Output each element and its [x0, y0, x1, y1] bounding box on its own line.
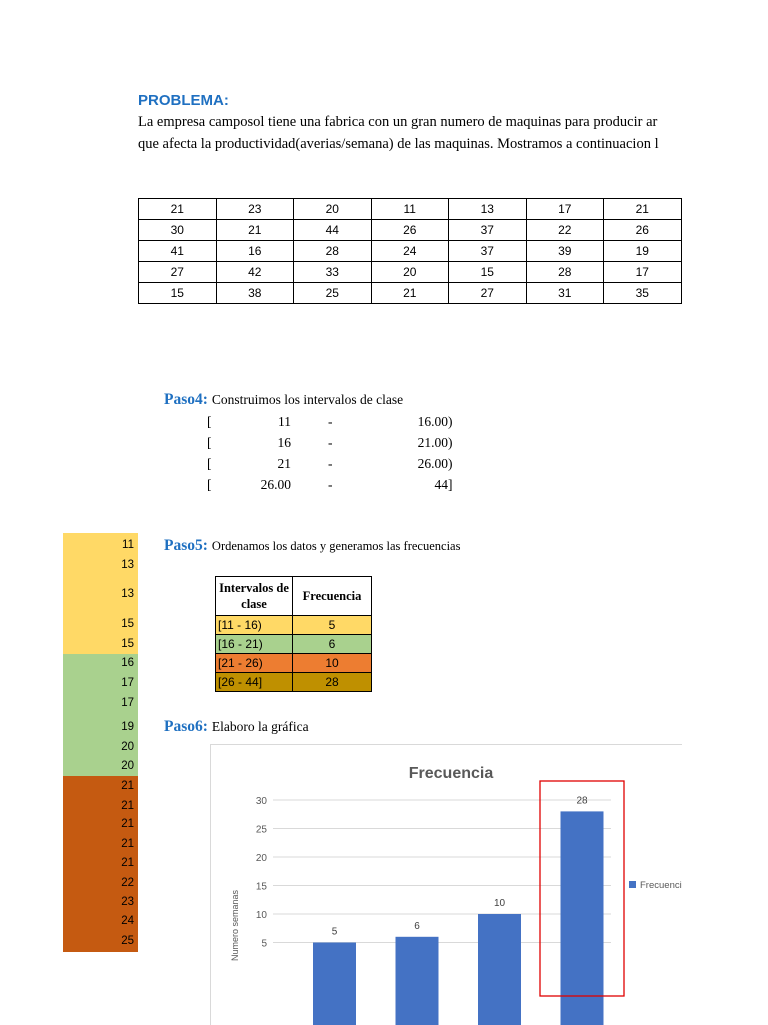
table-cell: 44 [294, 220, 372, 241]
table-cell: 26 [604, 220, 682, 241]
table-row [139, 283, 682, 304]
sorted-value: 25 [94, 935, 134, 947]
interval-dash: - [328, 477, 338, 493]
table-row [139, 241, 682, 262]
interval-open-bracket: [ [207, 435, 217, 451]
interval-high: 44 [380, 477, 448, 493]
interval-low: 16 [240, 435, 291, 451]
paso6-text: Elaboro la gráfica [212, 719, 309, 734]
table-cell: 13 [449, 199, 527, 220]
sorted-value: 13 [94, 559, 134, 571]
problem-heading: PROBLEMA: [138, 92, 229, 109]
frequency-row [216, 616, 372, 635]
header-intervals: Intervalos de clase [216, 577, 293, 616]
interval-cell: [11 - 16) [216, 616, 293, 635]
sorted-value: 21 [94, 838, 134, 850]
legend-swatch [629, 881, 636, 888]
header-frecuencia: Frecuencia [293, 577, 372, 616]
table-cell: 17 [604, 262, 682, 283]
table-cell: 37 [449, 241, 527, 262]
table-cell: 20 [294, 199, 372, 220]
interval-cell: [21 - 26) [216, 654, 293, 673]
bar-data-label: 5 [332, 927, 338, 938]
interval-dash: - [328, 435, 338, 451]
table-cell: 19 [604, 241, 682, 262]
sorted-value: 21 [94, 800, 134, 812]
sorted-value: 23 [94, 896, 134, 908]
table-cell: 37 [449, 220, 527, 241]
table-cell: 30 [139, 220, 217, 241]
bar-data-label: 6 [414, 921, 420, 932]
table-cell: 39 [526, 241, 604, 262]
y-tick-label: 10 [256, 910, 268, 921]
table-cell: 35 [604, 283, 682, 304]
chart-title: Frecuencia [409, 765, 494, 782]
frequency-cell: 10 [293, 654, 372, 673]
frequency-cell: 5 [293, 616, 372, 635]
interval-cell: [16 - 21) [216, 635, 293, 654]
y-tick-label: 5 [261, 939, 267, 950]
bar-data-label: 10 [494, 898, 506, 909]
sorted-value: 21 [94, 818, 134, 830]
interval-open-bracket: [ [207, 477, 217, 493]
frequency-row [216, 673, 372, 692]
paso4-text: Construimos los intervalos de clase [212, 392, 403, 407]
interval-low: 26.00 [240, 477, 291, 493]
problem-text-line2: que afecta la productividad(averias/semana) de las maquinas. Mostramos a continuacion l [138, 136, 681, 153]
interval-close-bracket: ] [448, 477, 458, 493]
table-cell: 33 [294, 262, 372, 283]
interval-cell: [26 - 44] [216, 673, 293, 692]
y-tick-label: 15 [256, 882, 268, 893]
chart-bar [478, 914, 521, 1025]
chart-bar [313, 943, 356, 1025]
interval-dash: - [328, 414, 338, 430]
table-cell: 15 [449, 262, 527, 283]
chart-bar [561, 811, 604, 1025]
table-cell: 21 [371, 283, 449, 304]
bar-data-label: 28 [576, 795, 588, 806]
table-cell: 25 [294, 283, 372, 304]
table-cell: 15 [139, 283, 217, 304]
table-cell: 16 [216, 241, 294, 262]
sorted-value: 20 [94, 760, 134, 772]
paso5-heading [164, 537, 460, 555]
frequency-chart [210, 744, 682, 1025]
interval-high: 26.00 [380, 456, 448, 472]
table-cell: 38 [216, 283, 294, 304]
interval-high: 16.00 [380, 414, 448, 430]
raw-data-table [138, 198, 682, 304]
table-cell: 21 [139, 199, 217, 220]
frequency-row [216, 635, 372, 654]
table-cell: 21 [604, 199, 682, 220]
frequency-cell: 28 [293, 673, 372, 692]
table-cell: 23 [216, 199, 294, 220]
sorted-value: 15 [94, 618, 134, 630]
table-row [139, 199, 682, 220]
table-cell: 17 [526, 199, 604, 220]
sorted-value: 15 [94, 638, 134, 650]
interval-low: 11 [240, 414, 291, 430]
paso4-heading [164, 391, 403, 409]
paso6-label: Paso6: [164, 718, 208, 735]
sorted-value: 22 [94, 877, 134, 889]
sorted-value: 16 [94, 657, 134, 669]
sorted-value: 13 [94, 588, 134, 600]
interval-close-bracket: ) [448, 414, 458, 430]
sorted-value: 17 [94, 677, 134, 689]
table-cell: 41 [139, 241, 217, 262]
sorted-value: 19 [94, 721, 134, 733]
paso5-label: Paso5: [164, 537, 208, 554]
table-cell: 26 [371, 220, 449, 241]
sorted-value: 20 [94, 741, 134, 753]
frequency-table [215, 576, 372, 692]
interval-close-bracket: ) [448, 456, 458, 472]
y-tick-label: 25 [256, 825, 268, 836]
interval-low: 21 [240, 456, 291, 472]
table-cell: 31 [526, 283, 604, 304]
table-cell: 21 [216, 220, 294, 241]
legend-label: Frecuenci [640, 880, 682, 891]
table-row [139, 220, 682, 241]
table-cell: 27 [139, 262, 217, 283]
table-cell: 24 [371, 241, 449, 262]
table-cell: 28 [526, 262, 604, 283]
paso4-label: Paso4: [164, 391, 208, 408]
interval-open-bracket: [ [207, 456, 217, 472]
table-cell: 42 [216, 262, 294, 283]
interval-high: 21.00 [380, 435, 448, 451]
interval-open-bracket: [ [207, 414, 217, 430]
frequency-row [216, 654, 372, 673]
sorted-value: 21 [94, 857, 134, 869]
interval-dash: - [328, 456, 338, 472]
table-cell: 22 [526, 220, 604, 241]
problem-text-line1: La empresa camposol tiene una fabrica con un gran numero de maquinas para producir ar [138, 114, 681, 131]
y-tick-label: 30 [256, 796, 268, 807]
sorted-value: 17 [94, 697, 134, 709]
paso5-text: Ordenamos los datos y generamos las frecuencias [212, 539, 461, 553]
y-axis-label: Numero semanas [230, 889, 240, 961]
table-row [139, 262, 682, 283]
sorted-value: 21 [94, 780, 134, 792]
table-cell: 27 [449, 283, 527, 304]
paso6-heading [164, 718, 309, 736]
table-cell: 28 [294, 241, 372, 262]
table-cell: 11 [371, 199, 449, 220]
sorted-value: 24 [94, 915, 134, 927]
frequency-cell: 6 [293, 635, 372, 654]
chart-svg [211, 745, 682, 1025]
table-cell: 20 [371, 262, 449, 283]
interval-close-bracket: ) [448, 435, 458, 451]
chart-bar [396, 937, 439, 1025]
y-tick-label: 20 [256, 853, 268, 864]
sorted-value: 11 [94, 539, 134, 551]
